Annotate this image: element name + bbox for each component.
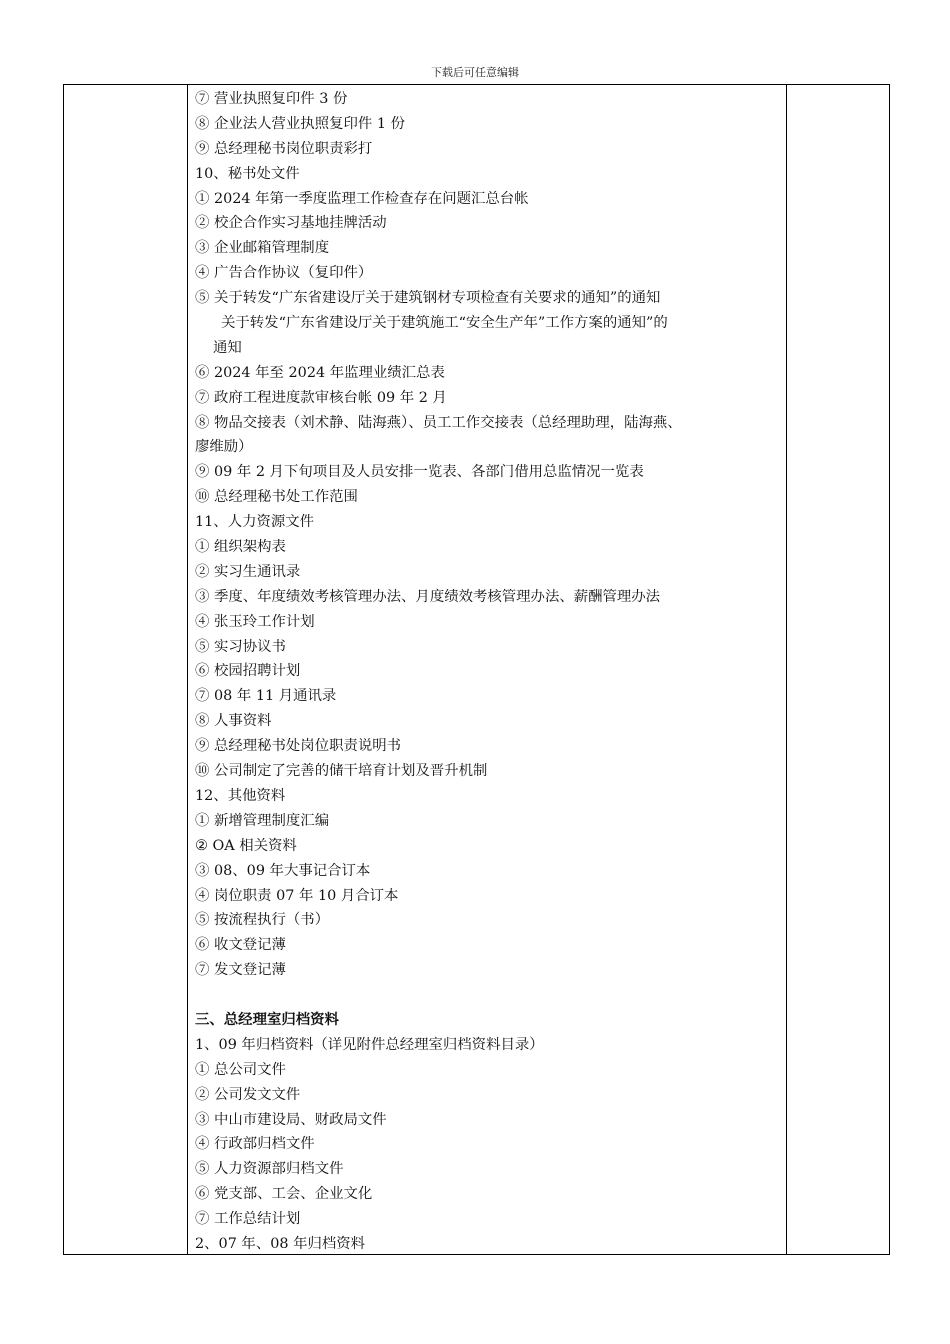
list-item: 12、其他资料: [195, 787, 286, 804]
list-item: 1、09 年归档资料（详见附件总经理室归档资料目录）: [195, 1036, 544, 1053]
list-item: ① 新增管理制度汇编: [195, 812, 330, 829]
list-item: ② OA 相关资料: [195, 837, 297, 854]
list-item: 关于转发“广东省建设厅关于建筑施工“安全生产年”工作方案的通知”的: [221, 315, 668, 332]
list-item: ⑧ 人事资料: [195, 713, 272, 730]
list-item: 11、人力资源文件: [195, 514, 315, 531]
list-item: ⑦ 政府工程进度款审核台帐 09 年 2 月: [195, 389, 447, 406]
list-item: ① 组织架构表: [195, 539, 286, 556]
list-item: ⑨ 总经理秘书岗位职责彩打: [195, 140, 373, 157]
list-item: 廖维励）: [195, 439, 253, 456]
list-item: ⑧ 物品交接表（刘术静、陆海燕）、员工工作交接表（总经理助理，陆海燕、: [195, 414, 682, 431]
list-item: ⑦ 工作总结计划: [195, 1211, 301, 1228]
document-table: [63, 84, 890, 1255]
list-item: ④ 张玉玲工作计划: [195, 613, 315, 630]
list-item: ⑤ 关于转发“广东省建设厅关于建筑钢材专项检查有关要求的通知”的通知: [195, 290, 661, 307]
list-item: ⑥ 党支部、工会、企业文化: [195, 1186, 373, 1203]
list-item: ⑦ 08 年 11 月通讯录: [195, 688, 337, 705]
list-item: ④ 广告合作协议（复印件）: [195, 265, 373, 282]
list-item: ① 2024 年第一季度监理工作检查存在问题汇总台帐: [195, 190, 529, 207]
list-item: 通知: [213, 339, 242, 356]
list-item: ⑨ 总经理秘书处岗位职责说明书: [195, 738, 402, 755]
list-item: ⑧ 企业法人营业执照复印件 1 份: [195, 115, 405, 132]
list-item: ⑩ 公司制定了完善的储干培育计划及晋升机制: [195, 763, 488, 780]
list-item: ⑦ 营业执照复印件 3 份: [195, 91, 348, 107]
section-heading: 三、总经理室归档资料: [195, 1011, 339, 1028]
list-item: ⑥ 2024 年至 2024 年监理业绩汇总表: [195, 364, 445, 381]
page-header: 下载后可任意编辑: [431, 66, 519, 79]
list-item: ② 校企合作实习基地挂牌活动: [195, 215, 387, 232]
list-item: 10、秘书处文件: [195, 165, 300, 182]
list-item: ③ 季度、年度绩效考核管理办法、月度绩效考核管理办法、薪酬管理办法: [195, 588, 661, 605]
list-item: ① 总公司文件: [195, 1061, 286, 1078]
table-left-column: [64, 85, 188, 1254]
list-item: ⑤ 人力资源部归档文件: [195, 1161, 344, 1178]
list-item: ⑨ 09 年 2 月下旬项目及人员安排一览表、各部门借用总监情况一览表: [195, 464, 644, 481]
list-item: ③ 企业邮箱管理制度: [195, 240, 330, 257]
blank-line: [195, 983, 780, 1008]
table-right-column: [786, 85, 889, 1254]
list-item: ④ 岗位职责 07 年 10 月合订本: [195, 887, 399, 904]
list-item: ⑩ 总经理秘书处工作范围: [195, 489, 358, 506]
list-item: ⑤ 实习协议书: [195, 638, 286, 655]
list-item: ③ 中山市建设局、财政局文件: [195, 1111, 387, 1128]
list-item: ④ 行政部归档文件: [195, 1136, 315, 1153]
list-item: ③ 08、09 年大事记合订本: [195, 862, 371, 879]
list-item: ⑤ 按流程执行（书）: [195, 912, 330, 929]
list-item: ⑥ 收文登记薄: [195, 937, 286, 954]
table-content-cell: [195, 87, 780, 1257]
list-item: ② 公司发文文件: [195, 1086, 301, 1103]
list-item: ⑦ 发文登记薄: [195, 962, 286, 979]
list-item: ② 实习生通讯录: [195, 563, 301, 580]
list-item: 2、07 年、08 年归档资料: [195, 1235, 366, 1252]
list-item: ⑥ 校园招聘计划: [195, 663, 301, 680]
